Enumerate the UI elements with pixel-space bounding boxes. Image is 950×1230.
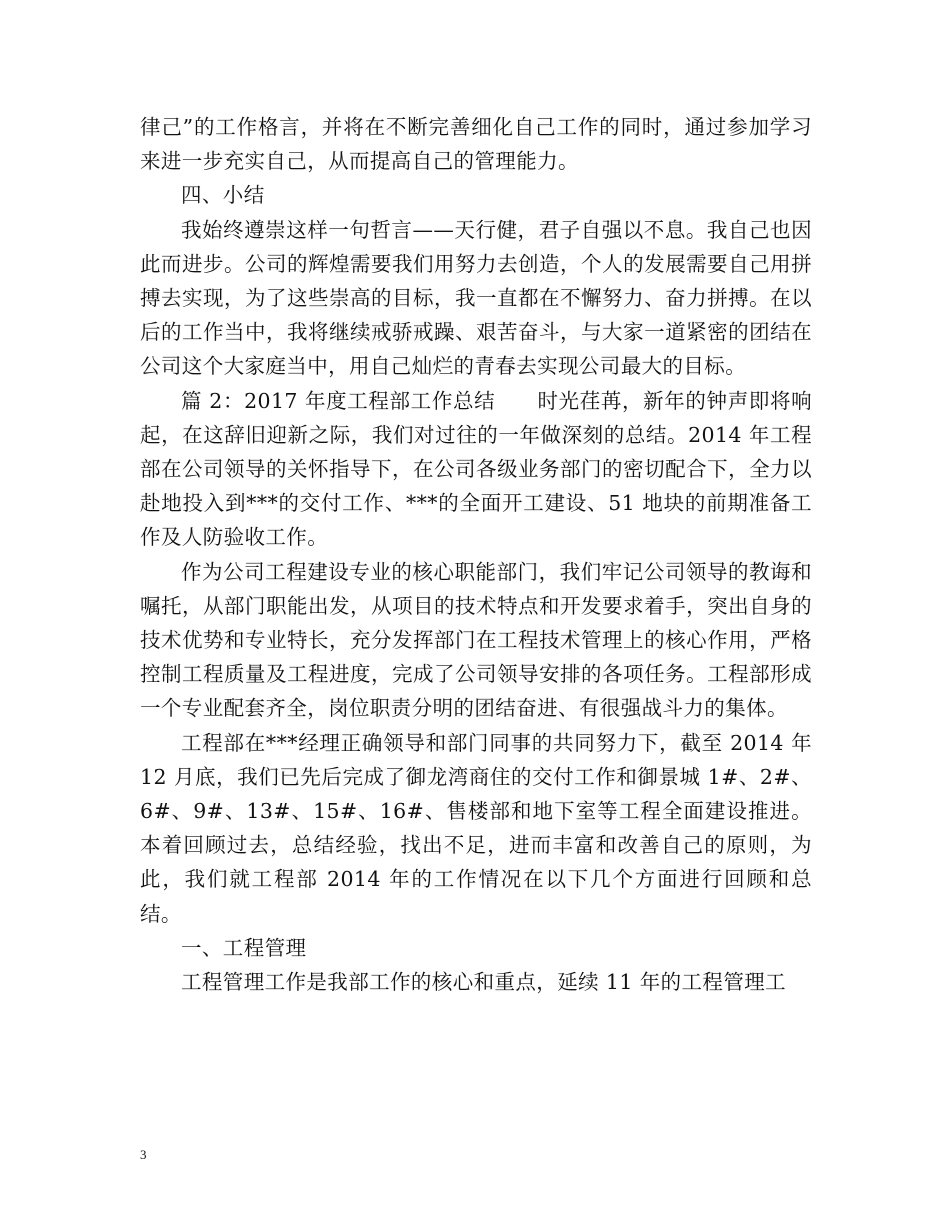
paragraph-engineering-management: 工程管理工作是我部工作的核心和重点，延续 11 年的工程管理工 [181, 970, 787, 995]
heading-summary: 四、小结 [181, 183, 265, 208]
paragraph-continuation: 律己”的工作格言，并将在不断完善细化自己工作的同时，通过参加学习来进一步充实自己，从而提高自己的管理能力。 [140, 115, 812, 174]
heading-engineering-management: 一、工程管理 [181, 935, 307, 960]
document-body [140, 110, 812, 999]
page-number: 3 [140, 1147, 147, 1162]
paragraph-part2-intro: 篇 2：2017 年度工程部工作总结 时光荏苒，新年的钟声即将响起，在这辞旧迎新之际，我们对过往的一年做深刻的总结。2014 年工程部在公司领导的关怀指导下，在公司各级业务部门的密切配合下，全力以赴地投入到***的交付工作、***的全面开工建设、51 地块的前期准备工作及人防验收工作。 [140, 388, 812, 550]
paragraph-core-department: 作为公司工程建设专业的核心职能部门，我们牢记公司领导的教诲和嘱托，从部门职能出发，从项目的技术特点和开发要求着手，突出自身的技术优势和专业特长，充分发挥部门在工程技术管理上的核心作用，严格控制工程质量及工程进度，完成了公司领导安排的各项任务。工程部形成一个专业配套齐全，岗位职责分明的团结奋进、有很强战斗力的集体。 [140, 559, 812, 721]
paragraph-progress: 工程部在***经理正确领导和部门同事的共同努力下，截至 2014 年 12 月底，我们已先后完成了御龙湾商住的交付工作和御景城 1#、2#、6#、9#、13#、15#、16#、售楼部和地下室等工程全面建设推进。本着回顾过去，总结经验，找出不足，进而丰富和改善自己的原则，为此，我们就工程部 2014 年的工作情况在以下几个方面进行回顾和总结。 [140, 730, 812, 926]
paragraph-summary: 我始终遵崇这样一句哲言——天行健，君子自强以不息。我自己也因此而进步。公司的辉煌需要我们用努力去创造，个人的发展需要自己用拼搏去实现，为了这些崇高的目标，我一直都在不懈努力、奋力拼搏。在以后的工作当中，我将继续戒骄戒躁、艰苦奋斗，与大家一道紧密的团结在公司这个大家庭当中，用自己灿烂的青春去实现公司最大的目标。 [140, 217, 812, 379]
